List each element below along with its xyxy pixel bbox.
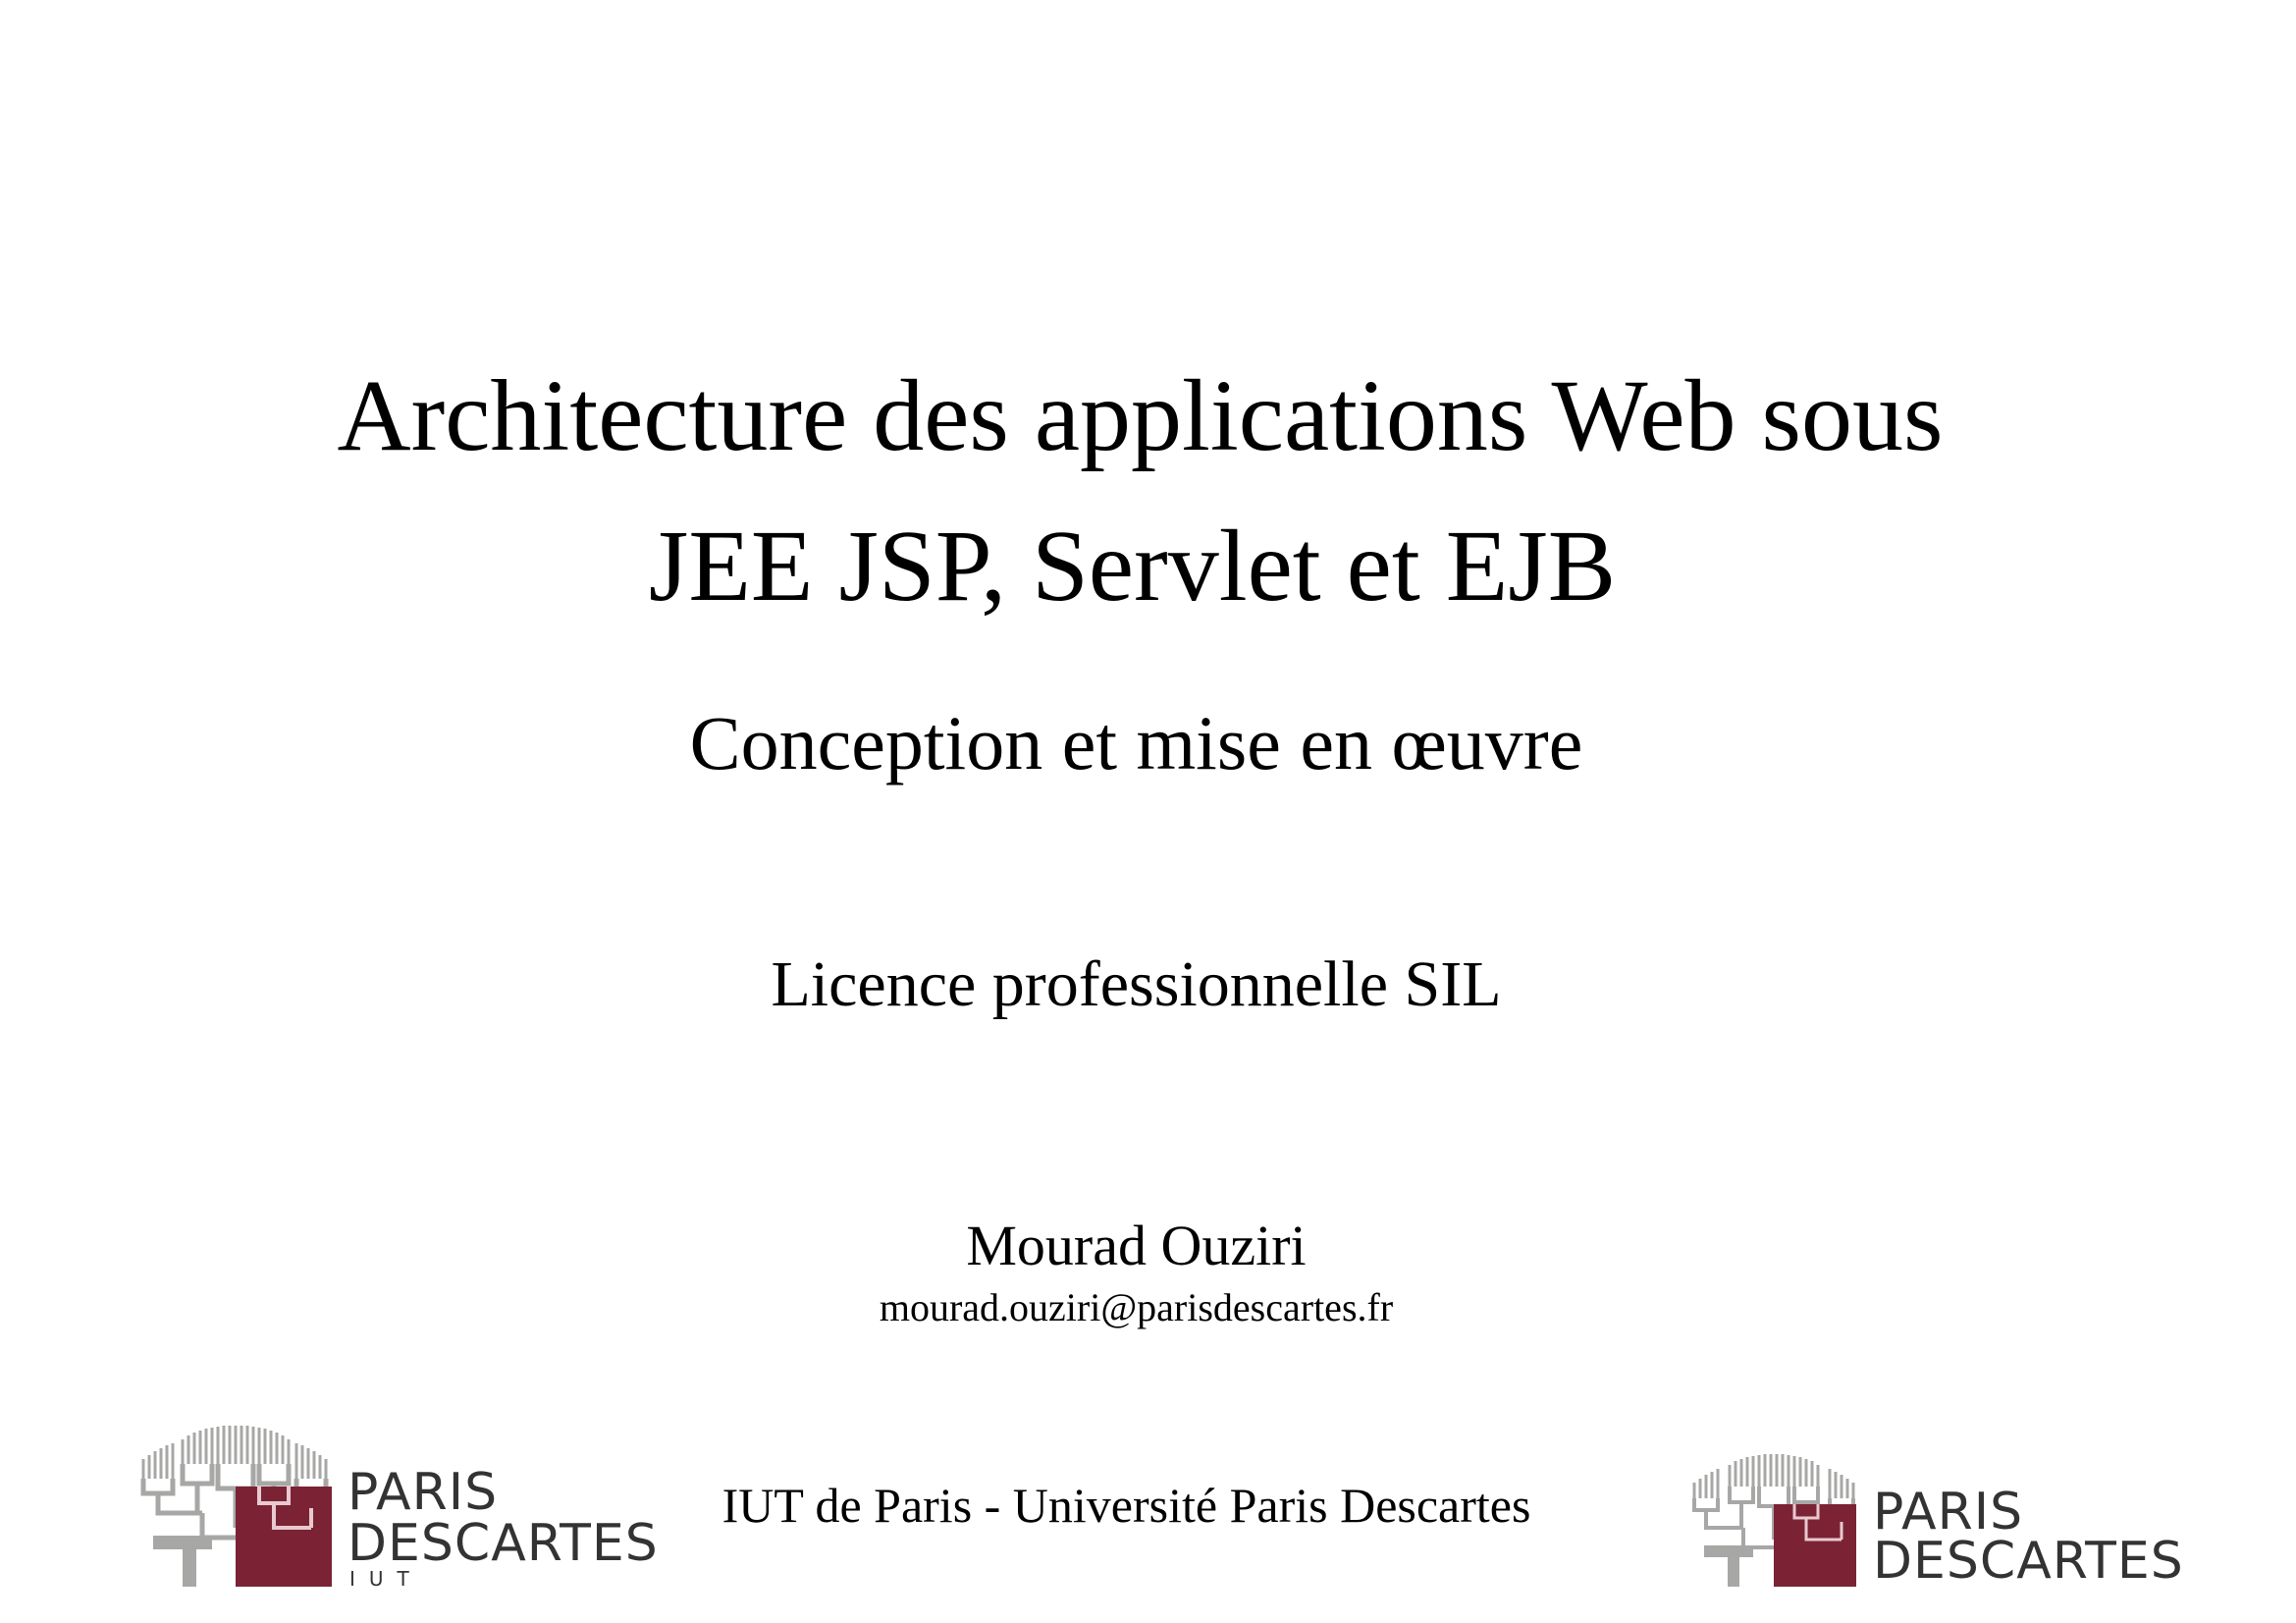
paris-descartes-logo [1681, 1449, 2184, 1591]
slide-subtitle: Conception et mise en œuvre [689, 700, 1583, 785]
author-email: mourad.ouziri@parisdescartes.fr [879, 1285, 1394, 1329]
institution-footer: IUT de Paris - Université Paris Descartes [721, 1478, 1531, 1533]
course-name: Licence professionnelle SIL [771, 948, 1502, 1020]
slide-title-line-1: Architecture des applications Web sous [337, 359, 1944, 472]
logo-word-paris: PARIS [1873, 1483, 2024, 1542]
author-name: Mourad Ouziri [966, 1214, 1307, 1277]
logo-word-paris: PARIS [347, 1463, 499, 1522]
logo-word-iut: IUT [349, 1567, 423, 1591]
logo-word-descartes: DESCARTES [347, 1514, 659, 1573]
logo-word-descartes: DESCARTES [1873, 1532, 2184, 1591]
paris-descartes-iut-logo [124, 1420, 659, 1591]
slide-title-line-2: JEE JSP, Servlet et EJB [648, 510, 1617, 622]
